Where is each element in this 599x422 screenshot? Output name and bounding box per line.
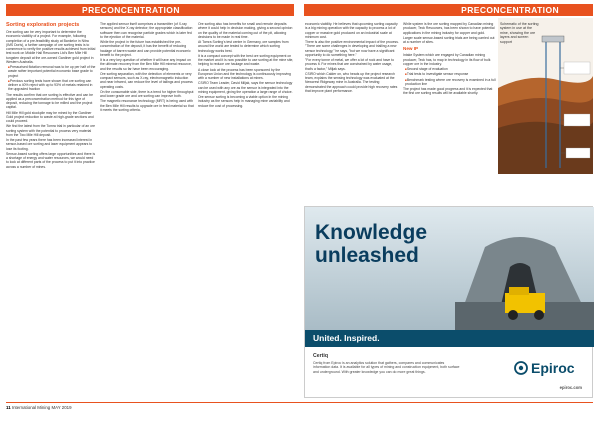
article-column-3 [198,22,294,408]
issue-date: MAY 2019 [51,405,72,410]
article-column-5 [403,22,497,208]
paragraph: Hill Mile Hill gold stockpile may be mined by the Gardiner Gold project reduction to waste at high-grade sections and could proceed. [6,110,94,123]
section-header-left [6,4,294,16]
epiroc-advertisement[interactable] [304,206,593,398]
bullet-item: ■ Pressurised flotation removal was to be up per half of the waste rather important potential economic base grade to project [6,65,96,78]
paragraph: Ore sorting separation, with the detection of elements or very compact sensors, such as X-ray, electromagnetic induction and near infrared, can reduce the level of tailings and process operating costs. [100,71,193,89]
paragraph: The project has made good progress and it is expected that the first ore sorting results will be available shortly. [403,87,493,96]
paragraph: At Tomra Sorting's test centre in Germany, ore samples from around the world are tested to determine which sorting technology works best. [198,40,289,53]
subheading: New IP [403,46,419,52]
section-title-right: PRECONCENTRATION [461,5,559,15]
paragraph: The magnetic resonance technology (MRT) is being used with the Ben Mile Hill results to upgrade ore in feed material so that it meets the sorting criteria. [100,99,194,112]
paragraph: While the project in the future has established the pre-concentration of the deposit, it has the benefit of reducing haulage of barren waste and can provide potential economic benefit to the project. [100,40,191,57]
page-number: 11 [6,405,11,410]
bullet-item: ■ Second stage of evaluation [403,67,497,71]
paragraph: We find the latest from the Tomra trial in particular of an ore sorting system with the potential to process very material from the Two Mile Hill deposit. [6,124,96,137]
page-footer [6,405,72,410]
epiroc-logo[interactable] [513,357,585,379]
paragraph: There is also the positive environmental impact of the process. "There are some challenges in developing and trialling a new sensor technology," he says, "but we now have a significant opportunity to do something here." [305,40,399,57]
bullet-item: ■ Trial tests to investigate sensor response [403,72,497,76]
ad-headline-line-2: unleashed [315,244,419,267]
ad-headline-line-1: Knowledge [315,221,428,244]
paragraph: Ore sorting can be very important to determine the economic viability of a project. For example, following completion of a pre-feasibility study at Bankelor in Nitra (IMS Doris), a further campaign of ore sorting tests is to commence to verify the positive results achieved from initial test work on Middle Hail Resources Ltd's Ben Mile Hill tungsten deposit at the ore-owned Gardiner gold project in Western Australia. [6,30,96,64]
article-column-4 [305,22,399,208]
article-heading: Sorting exploration projects [6,22,80,28]
bullet-item: ■ Benchmark testing where ore recovery is examined in a full production line [403,78,497,87]
paragraph: It is a very key question of whether it will have any impact on the ultimate recovery from the Ben Mile Hill mineral resource, and the results so far have been encouraging. [100,58,192,71]
paragraph: A close look at the process has been sponsored by the European Union and the technology is continuously improving with a number of new installations at mines. [198,67,291,80]
ad-tagline-strip [305,330,594,347]
ad-website-link[interactable]: epiroc.com [559,385,582,390]
paragraph: Larger scale sensor-based sorting trials are being carried out at a number of sites. [403,35,495,44]
article-column-2 [100,22,194,408]
paragraph: Intake System which are engaged by Canadian mining producer, Teck has, to map in technology in its flow of bulk copper ore in the industry. [403,53,491,66]
bullet-item: ■ Previous sorting tests have shown that ore sorting can deliver a 40% reject with up to 93% of metals retained in the upgraded fraction [6,79,96,92]
paragraph: Sensor-based sorting offers large opportunities and there is a shortage of energy and water resources, we would need to look at different parts of the process to put it into practice across a number of mines. [6,151,96,169]
paragraph: The applied sensor itself comprises a transmitter (of X-ray sensors) and the X-ray detector; the appropriate classification software then can recognise particle grades which is later fed to the ejection of the material. [100,22,193,39]
paragraph: In the past few years there has been increased interest in sensor-based ore sorting and laser equipment appears to lose its footing. [6,138,93,151]
ad-tagline: United. Inspired. [313,333,380,343]
ad-product-name: Certiq [313,353,328,359]
paragraph: economic viability. He believes that upcoming sorting capacity is a big mining operation with the capacity to process a lot of copper or massive gold produced on an industrial scale at minimum cost. [305,22,398,39]
section-header-right [304,4,593,16]
paragraph: Ore sensor sorting is becoming a viable option in the mining industry as the sensors help in managing mine variability and reduce the cost of processing. [198,95,290,108]
ad-headline [315,221,427,267]
paragraph: While system is the ore sorting mapped by Canadian mining producer, Teck Resources, has been shown to have potential applications in the mining industry for copper and gold. [403,22,495,35]
footer-divider [6,402,593,403]
paragraph: On the consumable side, there is a trend for higher throughput and lower grade ore and ore sorting can improve both. [100,89,194,98]
paragraph: Ore sorting also has benefits for small and remote deposits where it could help in decision making, giving a second opinion on the quality of the material coming out of the pit, allowing decisions to be made in real time. [198,22,293,39]
epiroc-logo-text: Epiroc [531,360,575,376]
paragraph: CSIRO Team Leader, David Miljak, says the sensor technology can be used with any ore as the sensor is integrated into the mining equipment, giving the operation a large range of choice. [198,81,293,94]
paragraph: CSIRO which Calder on, who heads up the project research team, explains the sensing technology was evaluated at the Newcrest Ridgeway mine in Australia. The testing demonstrated the approach could provide high recovery rates that improve plant performance. [305,71,398,93]
article-column-1 [6,22,96,408]
paragraph: The results confirm that ore sorting is effective and can be applied as a preconcentration method for this type of deposit, reducing the tonnage to be milled and the project capital. [6,92,94,110]
section-title-left: PRECONCENTRATION [82,5,180,15]
figure-caption: Schematic of the sorting system in use at the mine, showing the ore layers and screen support [500,22,539,44]
paragraph: It is a compact concept with the best ore sorting equipment on the market and it is now possible to use sorting at the mine site, helping to reduce ore haulage and waste. [198,53,294,67]
paragraph: "For every tonne of metal, we offer a lot of rock and have to process it. For mines that are constrained by water usage, that's a factor," Miljak says. [305,58,394,71]
publication-name: International Mining [11,405,51,410]
ad-body-text: Certiq from Epiroc is an analytics solution that gathers, compares and communicates information data. It is available for all types of mining and construction equipment, both surface and underground. With greater knowledge you can do more great things. [313,361,460,374]
